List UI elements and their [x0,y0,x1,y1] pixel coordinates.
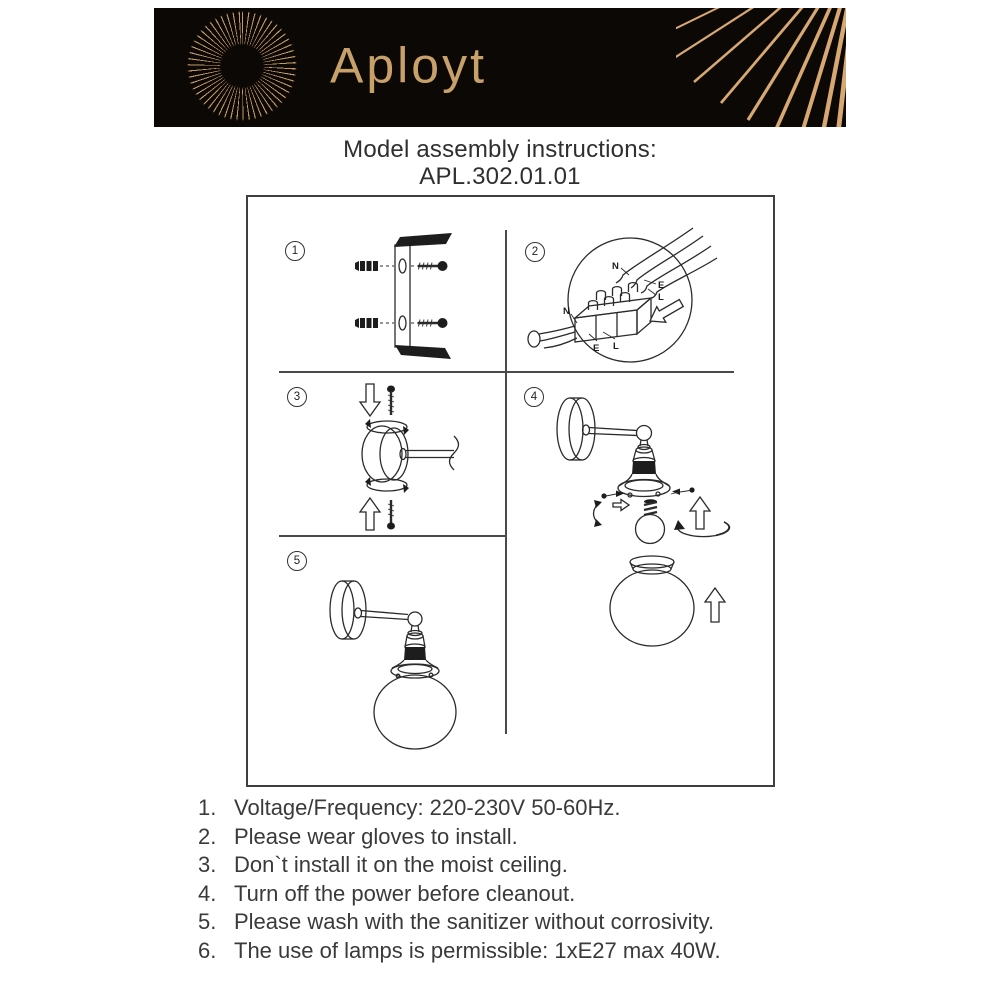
sunburst-logo-icon [186,10,298,122]
item-number: 1. [198,795,217,820]
item-text: Voltage/Frequency: 220-230V 50-60Hz. [234,795,621,820]
wire-label-e-right: E [658,280,665,291]
panel-2-wiring-drawing [507,222,767,370]
up-arrow-icon [705,588,725,622]
list-item [198,823,858,852]
screw-icon [387,386,395,416]
panel-5-assembled-lamp-drawing [270,550,500,780]
wire-label-e-left: E [593,343,600,354]
item-number: 4. [198,880,217,906]
banner-rays-decoration [676,8,846,127]
item-number: 5. [198,909,217,934]
list-item [198,908,858,937]
rotate-arrow-icon [365,477,409,493]
step-4-badge: 4 [524,387,544,407]
instruction-list [198,794,858,965]
item-text: Turn off the power before cleanout. [234,880,576,906]
mesh-globe-shade [610,570,694,646]
list-item [198,794,858,823]
page-title [0,136,1000,190]
item-text: Please wash with the sanitizer without corrosivity. [234,909,715,934]
wall-anchor-icon [355,261,394,328]
grid-divider-horizontal-1 [279,371,734,373]
swing-arrow-icon [594,500,603,527]
up-arrow-icon [360,498,380,530]
panel-3-canopy-drawing [270,378,500,536]
brand-banner [154,8,846,127]
light-bulb-icon [636,499,665,543]
item-number: 3. [198,852,217,877]
terminal-block-icon [575,283,651,342]
insert-arrow-icon [613,500,629,511]
title-line-2: APL.302.01.01 [419,163,581,190]
wire-label-l-left: L [613,341,619,352]
item-text: Please wear gloves to install. [234,823,518,849]
step-3-badge: 3 [287,387,307,407]
item-number: 2. [198,823,217,849]
panel-4-socket-bulb-drawing [510,380,768,548]
list-item [198,880,858,909]
wire-label-n-right: N [612,261,619,272]
mounting-screw-icon [411,261,448,328]
list-item [198,937,858,966]
mesh-globe-shade [374,675,456,749]
step-1-badge: 1 [285,241,305,261]
assembly-diagram-box [246,195,775,787]
list-item [198,851,858,880]
brand-wordmark: Aployt [330,37,487,94]
title-line-1: Model assembly instructions: [343,136,657,163]
down-arrow-icon [360,384,380,416]
panel-1-bracket-drawing [267,214,497,369]
step-2-badge: 2 [525,242,545,262]
up-arrow-icon [690,497,710,529]
item-text: The use of lamps is permissible: 1xE27 max 40W. [234,937,721,963]
item-number: 6. [198,937,217,963]
wire-label-n-left: N [563,306,570,317]
direction-arrow-icon [650,300,683,323]
screw-icon [387,500,395,530]
wire-label-l-right: L [658,292,664,303]
step-5-badge: 5 [287,551,307,571]
item-text: Don`t install it on the moist ceiling. [234,852,568,877]
panel-5-globe-install-drawing [534,544,770,680]
